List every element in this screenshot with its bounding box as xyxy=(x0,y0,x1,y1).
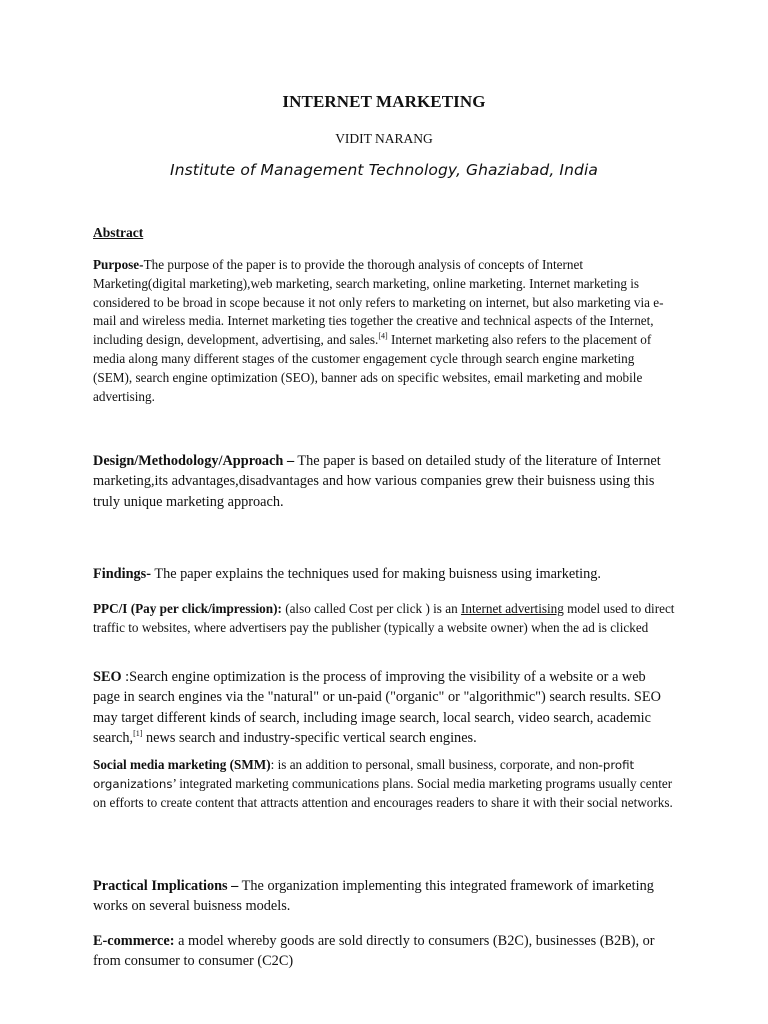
seo-label: SEO xyxy=(93,669,122,685)
ppc-label: PPC/I (Pay per click/impression): xyxy=(93,601,282,616)
design-label: Design/Methodology/Approach – xyxy=(93,453,295,469)
ppc-text-a: (also called Cost per click ) is an xyxy=(281,601,461,616)
findings-paragraph xyxy=(93,564,675,584)
paper-title: INTERNET MARKETING xyxy=(282,92,486,111)
seo-ref: [1] xyxy=(133,729,143,739)
purpose-ref: [4] xyxy=(378,331,388,341)
ppc-text-b: model used to direct traffic to websites, where advertisers pay the publisher (typically a website owner) when the ad is clicked xyxy=(93,601,675,635)
purpose-text-a: The purpose of the paper is to provide the thorough analysis of concepts of Internet Marketing(digital marketing),web marketing, search marketing, online marketing. Internet marketing is considered to be broad in scope because it not only refers to marketing on internet, but also marketing via e-mail and wireless media. Internet marketing ties together the creative and technical aspects of the Internet, including design, development, advertising, and sales. xyxy=(93,257,664,348)
smm-label: Social media marketing (SMM) xyxy=(93,757,271,772)
practical-label: Practical Implications – xyxy=(93,878,239,894)
internet-advertising-link[interactable]: Internet advertising xyxy=(460,601,564,616)
ecommerce-paragraph xyxy=(93,931,675,972)
author-affiliation: Institute of Management Technology, Ghaziabad, India xyxy=(170,161,598,179)
smm-text-a: : is an addition to personal, small business, corporate, and non- xyxy=(270,757,603,772)
practical-paragraph xyxy=(93,876,675,917)
ecommerce-text: a model whereby goods are sold directly to consumers (B2C), businesses (B2B), or from consumer to consumer (C2C) xyxy=(93,933,655,970)
purpose-paragraph xyxy=(93,256,675,406)
author-name: VIDIT NARANG xyxy=(335,131,433,146)
purpose-label: Purpose- xyxy=(93,257,144,272)
ppc-paragraph xyxy=(93,600,675,638)
smm-text-b: profit organizations xyxy=(93,758,635,791)
seo-text-b: news search and industry-specific vertical search engines. xyxy=(142,729,477,746)
practical-text: The organization implementing this integrated framework of imarketing works on several buisness models. xyxy=(93,878,654,915)
findings-text: The paper explains the techniques used for making buisness using imarketing. xyxy=(151,566,602,582)
purpose-text-b: Internet marketing also refers to the placement of media along many different stages of the customer engagement cycle through search engine marketing (SEM), search engine optimization (SEO), banner ads on specific websites, email marketing and mobile advertising. xyxy=(93,332,652,404)
design-text: The paper is based on detailed study of the literature of Internet marketing,its advantages,disadvantages and how various companies grew their buisness using this truly unique marketing approach. xyxy=(93,453,661,510)
design-paragraph xyxy=(93,451,675,512)
ecommerce-label: E-commerce: xyxy=(93,933,175,949)
smm-text-c: ’ integrated marketing communications plans. Social media marketing programs usually center on efforts to create content that attracts attention and encourages readers to share it with their social networks. xyxy=(93,775,673,810)
seo-paragraph xyxy=(93,667,675,748)
abstract-heading: Abstract xyxy=(93,225,144,240)
findings-label: Findings- xyxy=(93,566,152,582)
seo-text-a: :Search engine optimization is the process of improving the visibility of a website or a web page in search engines via the "natural" or un-paid ("organic" or "algorithmic") search results. SEO may target different kinds of search, including image search, local search, video search, academic search, xyxy=(93,669,661,746)
smm-paragraph xyxy=(93,756,675,812)
